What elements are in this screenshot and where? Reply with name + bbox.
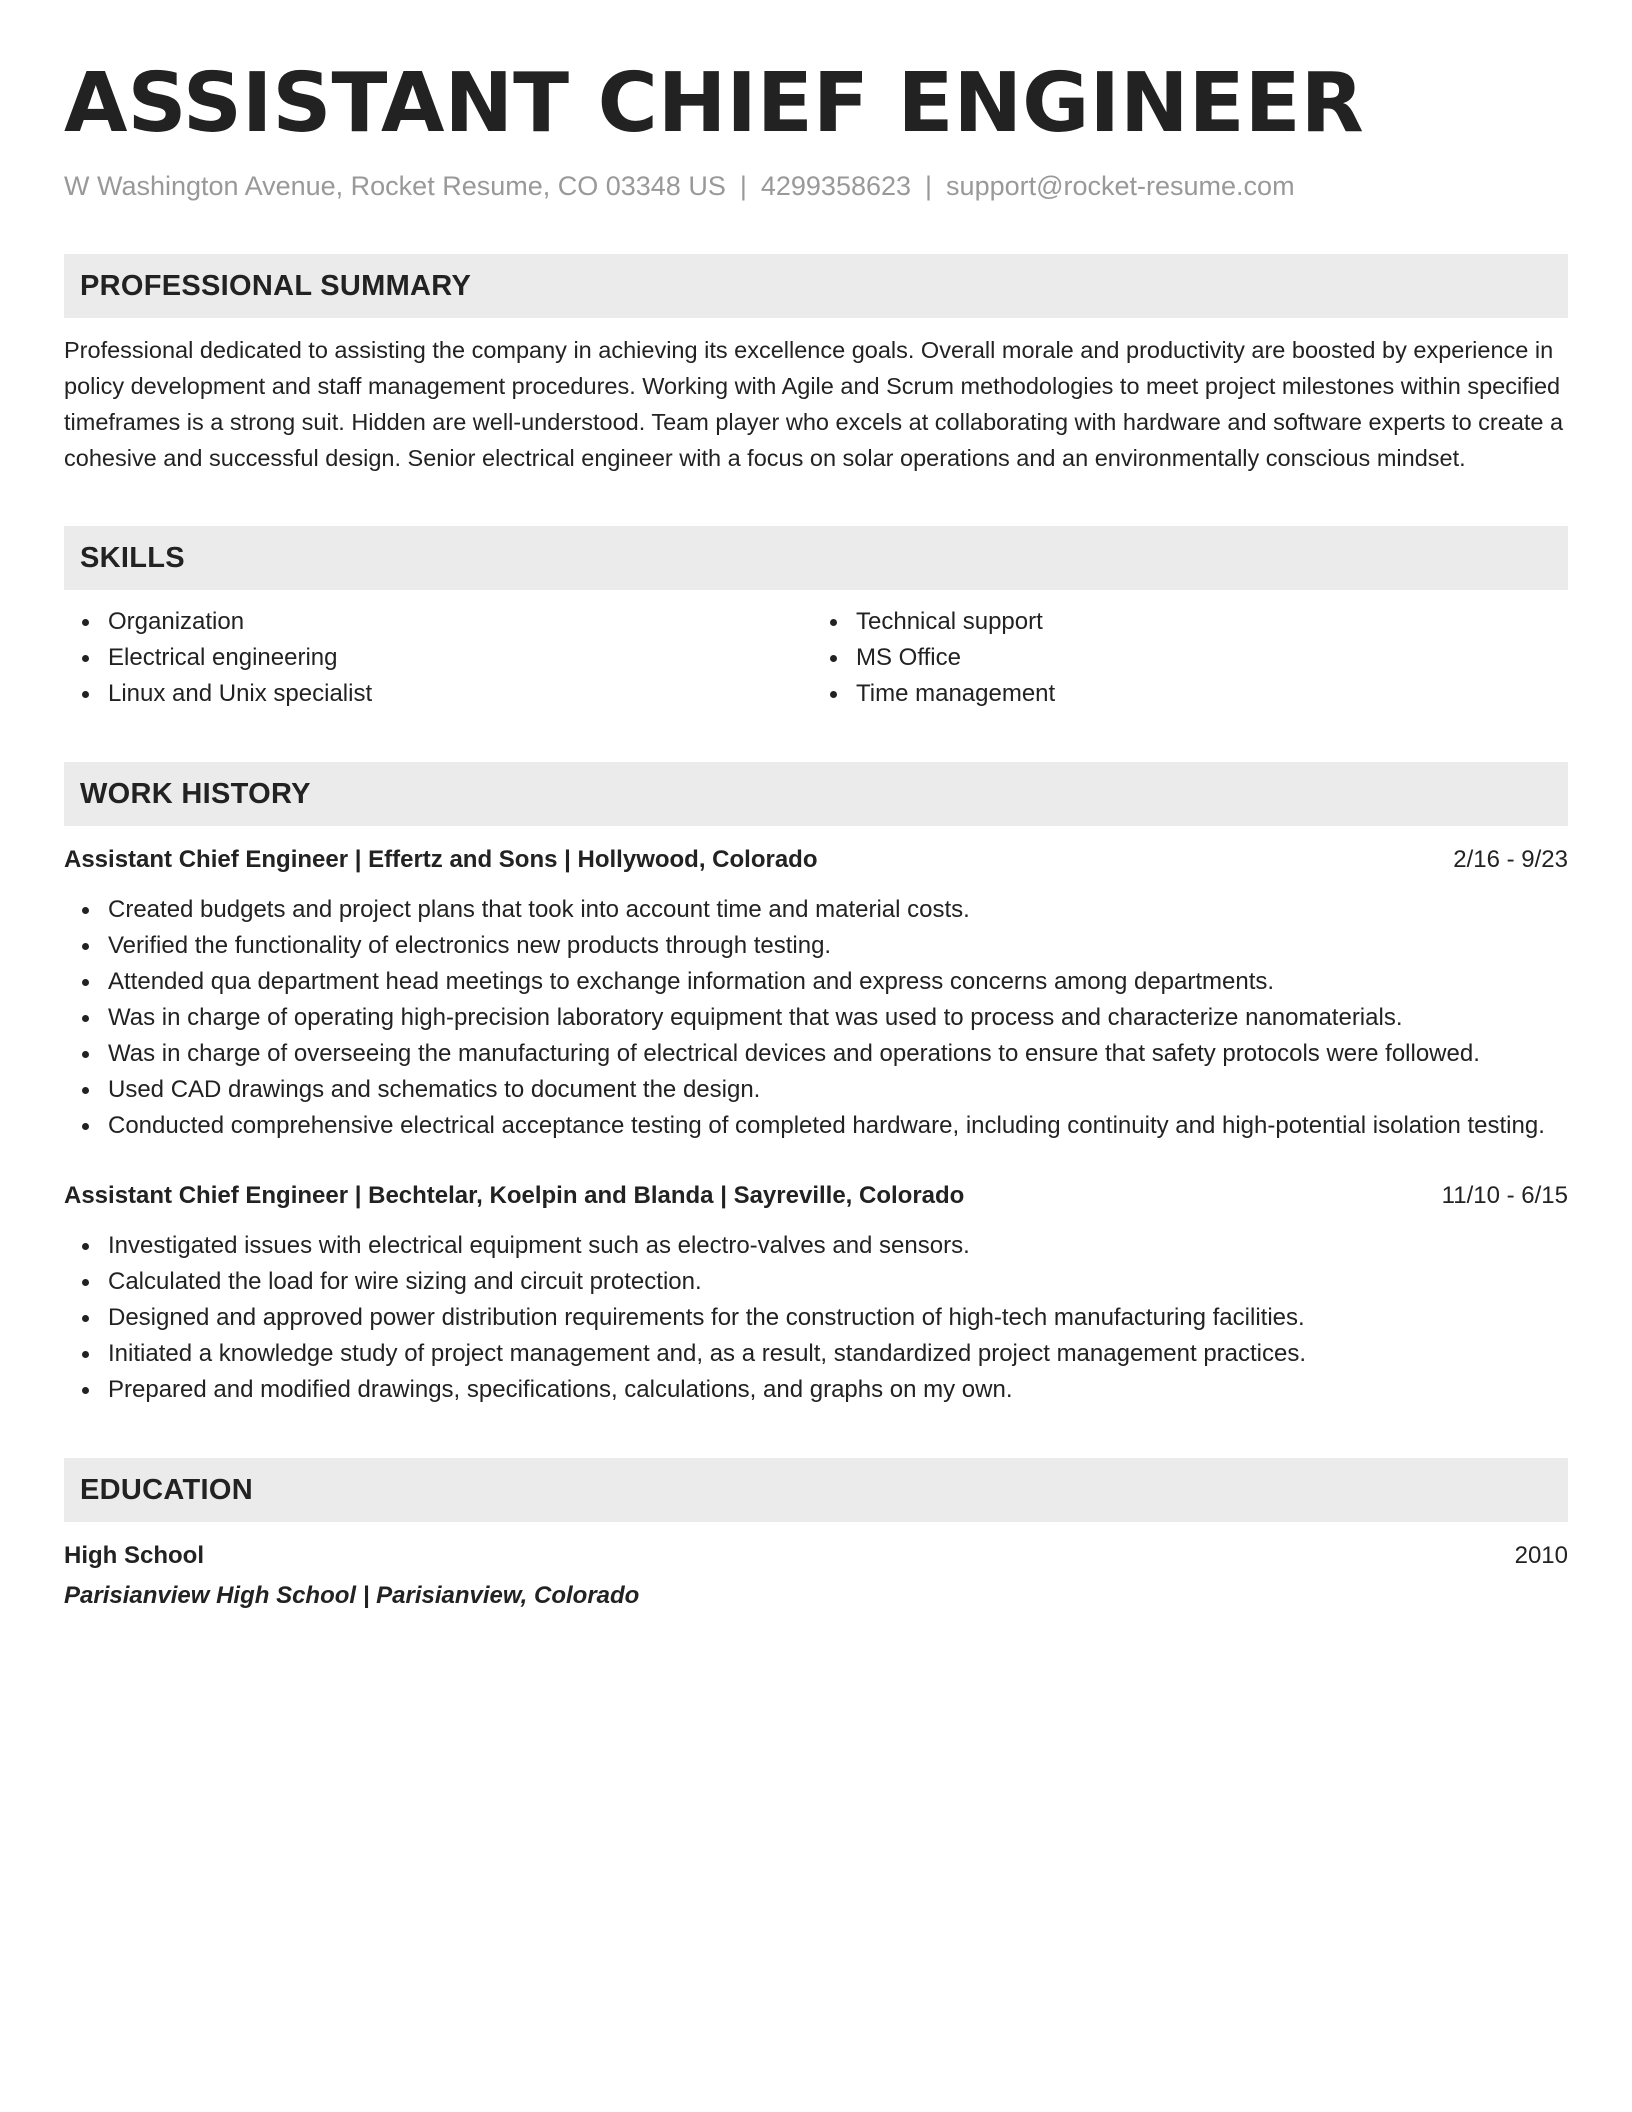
section-heading-skills: SKILLS bbox=[64, 526, 1568, 590]
job-header bbox=[64, 1178, 1568, 1214]
job-title: Assistant Chief Engineer | Bechtelar, Koelpin and Blanda | Sayreville, Colorado bbox=[64, 1182, 965, 1209]
job-bullet: Attended qua department head meetings to exchange information and express concerns among departments. bbox=[108, 964, 1568, 1000]
job-bullet: Was in charge of operating high-precision laboratory equipment that was used to process and characterize nanomaterials. bbox=[108, 1000, 1568, 1036]
job-entry bbox=[64, 1178, 1568, 1408]
education-school: Parisianview High School | Parisianview, Colorado bbox=[64, 1582, 640, 1609]
section-heading-summary: PROFESSIONAL SUMMARY bbox=[64, 254, 1568, 318]
skills-list bbox=[64, 604, 1568, 712]
skill-item: MS Office bbox=[856, 640, 1568, 676]
job-bullet: Initiated a knowledge study of project management and, as a result, standardized project management practices. bbox=[108, 1336, 1568, 1372]
job-dates: 2/16 - 9/23 bbox=[1453, 846, 1568, 873]
separator: | bbox=[925, 171, 933, 201]
separator: | bbox=[739, 171, 747, 201]
skills-column-right bbox=[816, 604, 1568, 712]
skills-column-left bbox=[64, 604, 816, 712]
education-degree: High School bbox=[64, 1542, 204, 1569]
job-bullet: Conducted comprehensive electrical acceptance testing of completed hardware, including continuity and high-potential isolation testing. bbox=[108, 1108, 1568, 1144]
skill-item: Time management bbox=[856, 676, 1568, 712]
job-bullet: Prepared and modified drawings, specifications, calculations, and graphs on my own. bbox=[108, 1372, 1568, 1408]
job-title: Assistant Chief Engineer | Effertz and Sons | Hollywood, Colorado bbox=[64, 846, 818, 873]
job-bullet: Investigated issues with electrical equipment such as electro-valves and sensors. bbox=[108, 1228, 1568, 1264]
job-bullet: Was in charge of overseeing the manufacturing of electrical devices and operations to ensure that safety protocols were followed. bbox=[108, 1036, 1568, 1072]
section-heading-work-history: WORK HISTORY bbox=[64, 762, 1568, 826]
job-bullet: Created budgets and project plans that took into account time and material costs. bbox=[108, 892, 1568, 928]
job-bullets bbox=[64, 1228, 1568, 1408]
job-bullet: Designed and approved power distribution requirements for the construction of high-tech manufacturing facilities. bbox=[108, 1300, 1568, 1336]
skill-item: Organization bbox=[108, 604, 816, 640]
job-bullet: Used CAD drawings and schematics to document the design. bbox=[108, 1072, 1568, 1108]
page-title: ASSISTANT CHIEF ENGINEER bbox=[64, 56, 1364, 151]
education-header bbox=[64, 1538, 1568, 1574]
contact-line bbox=[64, 168, 1568, 204]
job-header bbox=[64, 842, 1568, 878]
summary-text: Professional dedicated to assisting the company in achieving its excellence goals. Overall morale and productivity are boosted by experience in policy development and staff management procedures. Working with Agile and Scrum methodologies to meet project milestones within specified timeframes is a strong suit. Hidden are well-understood. Team player who excels at collaborating with hardware and software experts to create a cohesive and successful design. Senior electrical engineer with a focus on solar operations and an environmentally conscious mindset. bbox=[64, 337, 1564, 471]
section-heading-education: EDUCATION bbox=[64, 1458, 1568, 1522]
skill-item: Technical support bbox=[856, 604, 1568, 640]
skill-item: Electrical engineering bbox=[108, 640, 816, 676]
job-bullet: Calculated the load for wire sizing and circuit protection. bbox=[108, 1264, 1568, 1300]
education-year: 2010 bbox=[1514, 1542, 1568, 1569]
job-entry bbox=[64, 842, 1568, 1144]
phone: 4299358623 bbox=[760, 171, 912, 201]
address: W Washington Avenue, Rocket Resume, CO 03348 US bbox=[64, 171, 726, 201]
skill-item: Linux and Unix specialist bbox=[108, 676, 816, 712]
job-bullets bbox=[64, 892, 1568, 1144]
job-bullet: Verified the functionality of electronics new products through testing. bbox=[108, 928, 1568, 964]
job-dates: 11/10 - 6/15 bbox=[1441, 1182, 1568, 1209]
email-link[interactable]: support@rocket-resume.com bbox=[946, 171, 1295, 201]
